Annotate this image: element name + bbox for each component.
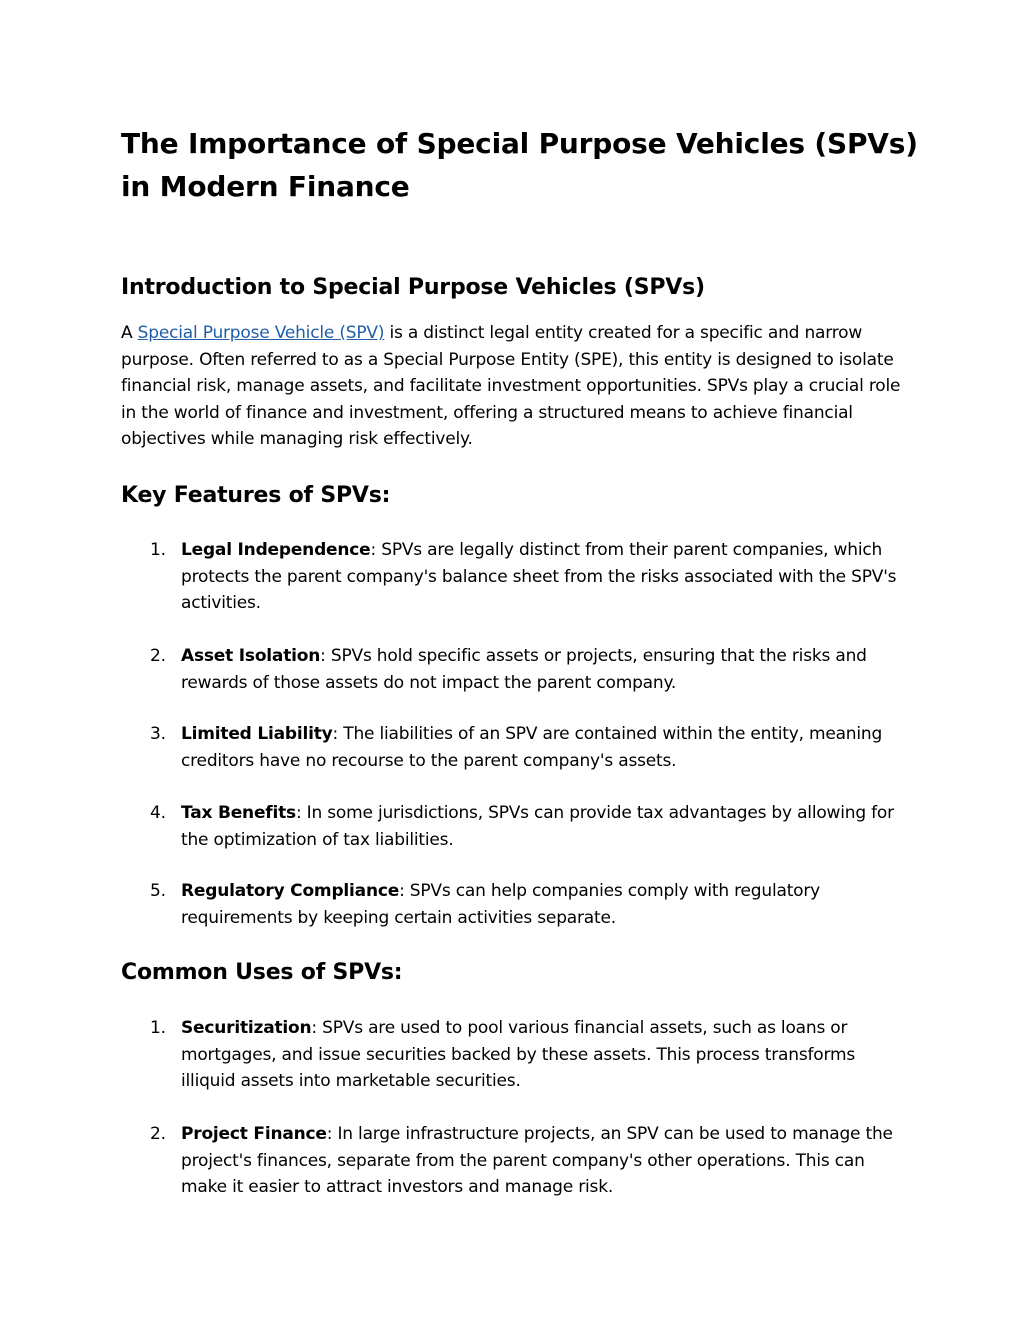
- list-text: : SPVs are used to pool various financial assets, such as loans or mortgages, and issue securities backed by these assets. This process transforms illiquid assets into marketable securities.: [181, 1018, 855, 1092]
- list-number: 4.: [150, 803, 166, 823]
- list-item: [121, 800, 911, 853]
- list-text: : In large infrastructure projects, an SPV can be used to manage the project's finances, separate from the parent company's other operations. This can make it easier to attract investors and manage risk.: [181, 1124, 893, 1198]
- page-title: The Importance of Special Purpose Vehicles (SPVs) in Modern Finance: [121, 127, 918, 203]
- list-item: [121, 721, 911, 774]
- list-text: : SPVs hold specific assets or projects, ensuring that the risks and rewards of those assets do not impact the parent company.: [181, 646, 867, 693]
- list-number: 1.: [150, 540, 166, 560]
- list-term: Securitization: [181, 1018, 312, 1038]
- list-item: [121, 878, 911, 931]
- list-text: : SPVs are legally distinct from their parent companies, which protects the parent company's balance sheet from the risks associated with the SPV's activities.: [181, 540, 897, 614]
- list-number: 1.: [150, 1018, 166, 1038]
- list-item: [121, 1015, 911, 1095]
- uses-heading: Common Uses of SPVs:: [121, 960, 403, 985]
- list-number: 2.: [150, 646, 166, 666]
- list-number: 3.: [150, 724, 166, 744]
- spv-link[interactable]: Special Purpose Vehicle (SPV): [137, 323, 385, 343]
- list-text: : SPVs can help companies comply with regulatory requirements by keeping certain activities separate.: [181, 881, 821, 928]
- intro-paragraph: [121, 320, 911, 453]
- list-term: Regulatory Compliance: [181, 881, 400, 901]
- list-text: : In some jurisdictions, SPVs can provide tax advantages by allowing for the optimization of tax liabilities.: [181, 803, 894, 850]
- list-term: Project Finance: [181, 1124, 327, 1144]
- intro-prefix: A: [121, 323, 138, 343]
- list-number: 5.: [150, 881, 166, 901]
- list-number: 2.: [150, 1124, 166, 1144]
- list-text: : The liabilities of an SPV are contained within the entity, meaning creditors have no recourse to the parent company's assets.: [181, 724, 883, 771]
- list-term: Tax Benefits: [181, 803, 296, 823]
- list-term: Asset Isolation: [181, 646, 321, 666]
- list-term: Legal Independence: [181, 540, 371, 560]
- intro-heading: Introduction to Special Purpose Vehicles (SPVs): [121, 275, 705, 300]
- list-item: [121, 1121, 911, 1201]
- intro-body: is a distinct legal entity created for a specific and narrow purpose. Often referred to as a Special Purpose Entity (SPE), this entity is designed to isolate financial risk, manage assets, and facilitate investment opportunities. SPVs play a crucial role in the world of finance and investment, offering a structured means to achieve financial objectives while managing risk effectively.: [121, 323, 901, 450]
- list-item: [121, 643, 911, 696]
- list-term: Limited Liability: [181, 724, 333, 744]
- list-item: [121, 537, 911, 617]
- features-heading: Key Features of SPVs:: [121, 483, 391, 508]
